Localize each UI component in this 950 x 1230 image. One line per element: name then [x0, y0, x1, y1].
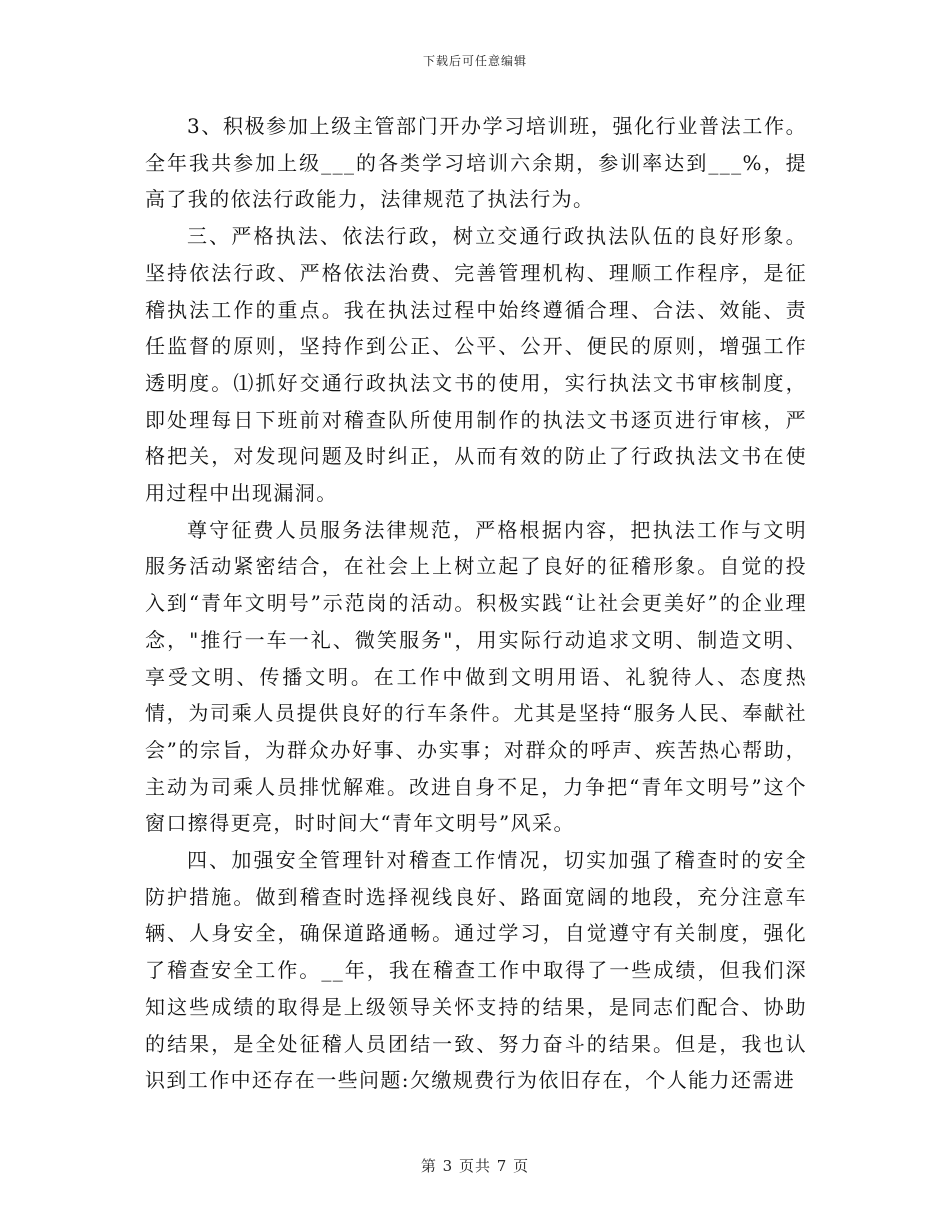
page-number: 第 3 页共 7 页 [420, 1157, 530, 1175]
paragraph-training: 3、积极参加上级主管部门开办学习培训班，强化行业普法工作。全年我共参加上级___的各类学习培训六余期，参训率达到___%，提高了我的依法行政能力，法律规范了执法行为。 [145, 114, 807, 212]
paragraph-strict-enforcement: 三、严格执法、依法行政，树立交通行政执法队伍的良好形象。坚持依法行政、严格依法治费、完善管理机构、理顺工作程序，是征稽执法工作的重点。我在执法过程中始终遵循合理、合法、效能、责任监督的原则，坚持作到公正、公平、公开、便民的原则，增强工作透明度。⑴抓好交通行政执法文书的使用，实行执法文书审核制度，即处理每日下班前对稽查队所使用制作的执法文书逐页进行审核，严格把关，对发现问题及时纠正，从而有效的防止了行政执法文书在使用过程中出现漏洞。 [145, 224, 807, 506]
document-body [145, 108, 807, 1099]
page-header-note: 下载后可任意编辑 [422, 54, 527, 68]
paragraph-civilized-service: 尊守征费人员服务法律规范，严格根据内容，把执法工作与文明服务活动紧密结合，在社会上上树立起了良好的征稽形象。自觉的投入到“青年文明号”示范岗的活动。积极实践“让社会更美好”的企业理念，"推行一车一礼、微笑服务"，用实际行动追求文明、制造文明、享受文明、传播文明。在工作中做到文明用语、礼貌待人、态度热情，为司乘人员提供良好的行车条件。尤其是坚持“服务人民、奉献社会”的宗旨，为群众办好事、办实事；对群众的呼声、疾苦热心帮助，主动为司乘人员排忧解难。改进自身不足，力争把“青年文明号”这个窗口擦得更亮，时时间大“青年文明号”风采。 [145, 517, 807, 836]
paragraph-safety-management: 四、加强安全管理针对稽查工作情况，切实加强了稽查时的安全防护措施。做到稽查时选择视线良好、路面宽阔的地段，充分注意车辆、人身安全，确保道路通畅。通过学习，自觉遵守有关制度，强化了稽查安全工作。__年，我在稽查工作中取得了一些成绩，但我们深知这些成绩的取得是上级领导关怀支持的结果，是同志们配合、协助的结果，是全处征稽人员团结一致、努力奋斗的结果。但是，我也认识到工作中还存在一些问题:欠缴规费行为依旧存在，个人能力还需进 [145, 848, 807, 1093]
